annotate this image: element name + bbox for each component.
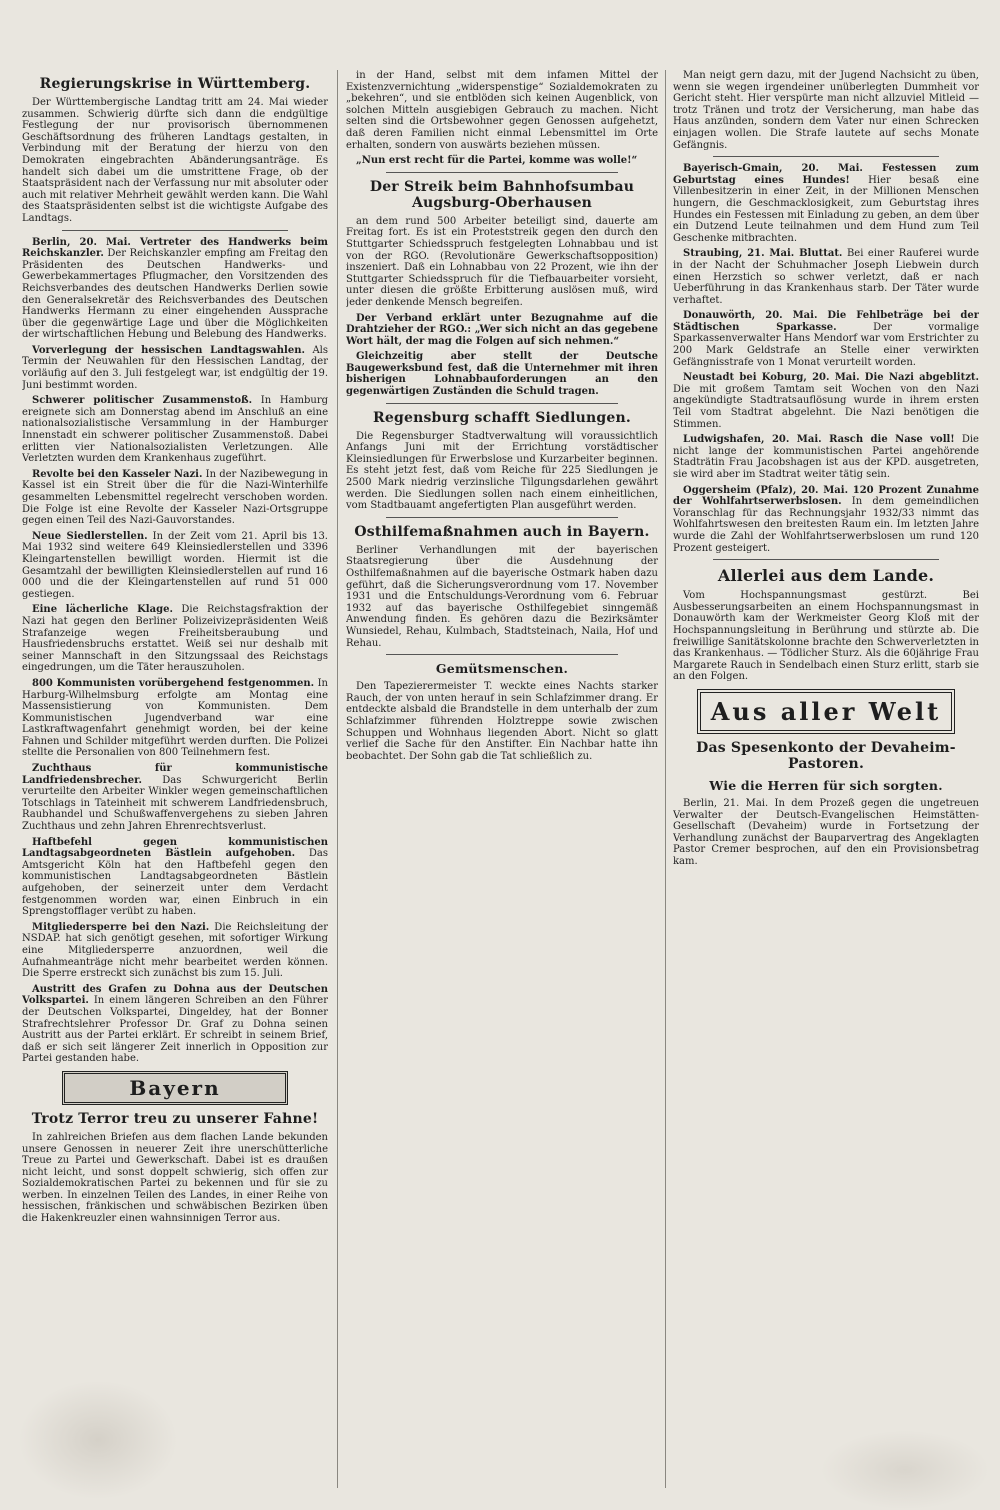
article-dohna: In einem längeren Schreiben an den Führer der Deutschen Volkspartei, Dingeldey, hat der Bonner Strafrechtslehrer Professor Dr. Graf zu Dohna seinen Austritt aus der Partei erklärt. Er schreibt in seinem Brief, daß er sich seit längerer Zeit innerlich in Opposition zur Partei gestanden habe.	[22, 995, 328, 1065]
quote-nun-erst-recht: „Nun erst recht für die Partei, komme was wolle!“	[356, 155, 638, 167]
headline-devaheim: Das Spesenkonto der Devaheim-Pastoren.	[696, 739, 956, 772]
article-intro-middle: in der Hand, selbst mit dem infamen Mittel der Existenzvernichtung „widerspenstige“ Sozialdemokraten zu „bekehren“, und sie entblöden sich keinen Augenblick, von solchen Mitteln ausgiebigen Gebrauch zu machen. Nicht selten sind die Ortsbewohner gegen Genossen aufgehetzt, daß deren Familien nicht einmal Lebensmittel im Orte erhalten, sondern von auswärts beziehen müssen.	[346, 70, 658, 151]
headline-gemuetsmenschen: Gemütsmenschen.	[435, 661, 569, 677]
article-siedlerstellen: In der Zeit vom 21. April bis 13. Mai 1932 sind weitere 649 Kleinsiedlerstellen und 3396 Kleingartenstellen bewilligt worden. Hiermit ist die Gesamtzahl der bewilligten Kleinsiedlerstellen auf rund 16 000 und die der Kleingartenstellen auf rund 51 000 gestiegen.	[22, 530, 328, 600]
column-rule	[665, 70, 666, 1488]
article-wuerttemberg: Der Württembergische Landtag tritt am 24. Mai wieder zusammen. Schwierig dürfte sich dann die endgültige Festlegung der nur provisorisch übernommenen Geschäftsordnung des früheren Landtags gestalten, in Verbindung mit der Beratung der hierzu von den Demokraten eingebrachten Abänderungsanträge. Es handelt sich dabei um die umstrittene Frage, ob der Staatspräsident nach der Verfassung nur mit absoluter oder auch mit relativer Mehrheit gewählt werden kann. Die Wahl des Staatspräsidenten selbst ist die wichtigste Aufgabe des Landtags.	[22, 97, 328, 224]
headline-allerlei: Allerlei aus dem Lande.	[717, 566, 935, 586]
headline-wuerttemberg: Regierungskrise in Württemberg.	[39, 76, 311, 92]
article-streik-bold: Der Verband erklärt unter Bezugnahme auf die Drahtzieher der RGO.: „Wer sich nicht an das gegebene Wort hält, der mag die Folgen auf sich nehmen.“	[346, 312, 658, 347]
article-regensburg: Die Regensburger Stadtverwaltung will voraussichtlich Anfangs Juni mit der Errichtung vorstädtischer Kleinsiedlungen für Erwerbslose und Kurzarbeiter beginnen. Es steht jetzt fest, daß vom Reiche für 225 Siedlungen je 2500 Mark niedrig verzinsliche Tilgungsdarlehen gewährt werden. Die Siedlungen sollen nach einem einheitlichen, vom Stadtbauamt angefertigten Plan ausgeführt werden.	[346, 430, 658, 512]
subheadline-devaheim: Wie die Herren für sich sorgten.	[709, 777, 943, 793]
article-handwerk: Der Reichskanzler empfing am Freitag den Präsidenten des Deutschen Handwerks- und Gewerbekammertages Pflugmacher, den Vorsitzenden des Reichsverbandes des deutschen Handwerks Derlien sowie den Generalsekretär des Reichsverbandes des Deutschen Handwerks Hermann zu einer eingehenden Aussprache über die gegenwärtige Lage und über die Möglichkeiten der wirtschaftlichen Hebung und Belebung des Handwerks.	[22, 248, 328, 341]
article-mitgliedersperre: Die Reichsleitung der NSDAP. hat sich genötigt gesehen, mit sofortiger Wirkung eine Mitgliedersperre anzuordnen, weil die Aufnahmeanträge nicht mehr bearbeitet werden können. Die Sperre erstreckt sich zunächst bis zum 15. Juli.	[22, 921, 328, 980]
article-haftbefehl: Das Amtsgericht Köln hat den Haftbefehl gegen den kommunistischen Landtagsabgeordneten Bästlein aufgehoben, der seinerzeit unter dem Verdacht festgenommen worden war, einen Einbruch in ein Sprengstofflager verübt zu haben.	[22, 848, 328, 918]
column-left	[22, 70, 328, 1488]
lead-haftbefehl: Haftbefehl gegen kommunistischen Landtagsabgeordneten Bästlein aufgehoben.	[22, 836, 328, 860]
article-zuchthaus: Das Schwurgericht Berlin verurteilte den Arbeiter Winkler wegen gemeinschaftlichen Totschlags in Tateinheit mit schwerem Landfriedensbruch, Raubhandel und Schußwaffenvergehens zu sieben Jahren Zuchthaus und zehn Jahren Ehrenrechtsverlust.	[22, 774, 328, 833]
divider	[713, 559, 939, 560]
headline-regensburg: Regensburg schafft Siedlungen.	[373, 409, 631, 426]
divider	[386, 517, 618, 518]
article-gemuetsmenschen: Den Tapezierermeister T. weckte eines Nachts starker Rauch, der von unten herauf in sein Schlafzimmer drang. Er entdeckte alsbald die Brandstelle in dem unterhalb der zum Schlafzimmer führenden Holztreppe sowie zwischen Schuppen und Wohnhaus liegenden Abort. Nicht so glatt verlief die Sache für den Anstifter. Ein Nachbar hatte ihn beobachtet. Der Sohn gab die Tat schließlich zu.	[346, 681, 658, 762]
lead-hamburg: Schwerer politischer Zusammenstoß.	[32, 395, 253, 407]
divider	[62, 230, 288, 231]
divider	[386, 654, 618, 655]
article-hessen: Als Termin der Neuwahlen für den Hessischen Landtag, der vorläufig auf den 3. Juli festgelegt war, ist endgültig der 19. Juni bestimmt worden.	[22, 344, 328, 391]
column-rule	[337, 70, 338, 1488]
divider	[386, 172, 618, 173]
lead-hessen: Vorverlegung der hessischen Landtagswahlen.	[32, 344, 305, 356]
lead-gmain: Bayerisch-Gmain, 20. Mai. Festessen zum Geburtstag eines Hundes!	[673, 163, 979, 186]
article-neustadt: Die mit großem Tamtam seit Wochen von den Nazi angekündigte Stadtratsauflösung wurde in ihrem ersten Teil vom Stadtrat abgelehnt. Die Nazi benötigen die Stimmen.	[673, 383, 979, 430]
lead-donauwoerth: Donauwörth, 20. Mai. Die Fehlbeträge bei der Städtischen Sparkasse.	[673, 310, 979, 333]
article-harburg: In Harburg-Wilhelmsburg erfolgte am Montag eine Massensistierung von Kommunisten. Dem Kommunistischen Jugendverband war eine Lastkraftwagenfahrt genehmigt worden, bei der keine Fahnen und Schilder mitgeführt werden durften. Die Polizei stellte die Personalien von 800 Teilnehmern fest.	[22, 677, 328, 759]
article-hamburg: In Hamburg ereignete sich am Donnerstag abend im Anschluß an eine nationalsozialistische Versammlung in der Hamburger Innenstadt ein schwerer politischer Zusammenstoß. Dabei erlitten vier Nationalsozialisten Verletzungen. Alle Verletzten wurden dem Krankenhaus zugeführt.	[22, 395, 328, 465]
column-right	[673, 70, 979, 1488]
article-klage: Die Reichstagsfraktion der Nazi hat gegen den Berliner Polizeivizepräsidenten Weiß Strafanzeige wegen Freiheitsberaubung und Hausfriedensbruchs erstattet. Weiß sei nur deshalb mit seiner Mannschaft in den Sitzungssaal des Reichstags eingedrungen, um die Täter herauszuholen.	[22, 604, 328, 674]
article-allerlei: Vom Hochspannungsmast gestürzt. Bei Ausbesserungsarbeiten an einem Hochspannungsmast in Donauwörth kam der Werkmeister Georg Kloß mit der Hochspannungsleitung in Berührung und stürzte ab. Die freiwillige Sanitätskolonne brachte den Schwerverletzten in das Krankenhaus. — Tödlicher Sturz. Als die 60jährige Frau Margarete Rauch in Sendelbach einen Sturz erlitt, starb sie an den Folgen.	[673, 590, 979, 683]
lead-klage: Eine lächerliche Klage.	[32, 604, 173, 616]
article-gmain: Hier besaß eine Villenbesitzerin in einer Zeit, in der Millionen Menschen hungern, die Geschmacklosigkeit, zum Geburtstag ihres Hundes ein Festessen mit Einladung zu geben, an dem über ein Dutzend Leute teilnahmen und dem Hund zum Teil Geschenke mitbrachten.	[673, 174, 979, 244]
lead-siedlerstellen: Neue Siedlerstellen.	[32, 530, 148, 542]
divider	[386, 403, 618, 404]
headline-trotz-terror: Trotz Terror treu zu unserer Fahne!	[31, 1110, 319, 1127]
article-streik-conclusion: Gleichzeitig aber stellt der Deutsche Baugewerksbund fest, daß die Unternehmer mit ihren bisherigen Lohnabbauforderungen an den gegenwärtigen Zuständen die Schuld tragen.	[346, 351, 658, 398]
article-straubing: Bei einer Rauferei wurde in der Nacht der Schuhmacher Joseph Liebwein durch einen Herzstich so schwer verletzt, daß er nach Ueberführung in das Krankenhaus starb. Der Täter wurde verhaftet.	[673, 248, 979, 306]
divider	[713, 156, 939, 157]
lead-neustadt: Neustadt bei Koburg, 20. Mai. Die Nazi abgeblitzt.	[683, 372, 979, 384]
lead-handwerk: Berlin, 20. Mai. Vertreter des Handwerks beim Reichskanzler.	[22, 236, 328, 260]
section-header-bayern: Bayern	[62, 1071, 288, 1105]
lead-oggersheim: Oggersheim (Pfalz), 20. Mai. 120 Prozent Zunahme der Wohlfahrtserwerbslosen.	[673, 484, 979, 508]
section-header-aus-aller-welt: Aus aller Welt	[697, 689, 955, 734]
article-devaheim: Berlin, 21. Mai. In dem Prozeß gegen die ungetreuen Verwalter der Deutsch-Evangelischen Heimstätten-Gesellschaft (Devaheim) wurde in Fortsetzung der Verhandlung zunächst der Bauparvertrag des Angeklagten Pastor Cremer besprochen, auf den ein Provisionsbetrag kam.	[673, 797, 979, 867]
article-ludwigshafen: Die nicht lange der kommunistischen Partei angehörende Stadträtin Frau Jacobshagen ist aus der KPD. ausgetreten, sie wird aber im Stadtrat weiter tätig sein.	[673, 434, 979, 480]
lead-kassel: Revolte bei den Kasseler Nazi.	[32, 468, 203, 480]
lead-dohna: Austritt des Grafen zu Dohna aus der Deutschen Volkspartei.	[22, 983, 328, 1007]
headline-streik: Der Streik beim Bahnhofsumbau Augsburg-Oberhausen	[369, 178, 635, 211]
lead-mitgliedersperre: Mitgliedersperre bei den Nazi.	[32, 921, 210, 933]
lead-straubing: Straubing, 21. Mai. Bluttat.	[683, 248, 843, 260]
article-trotz-terror: In zahlreichen Briefen aus dem flachen Lande bekunden unsere Genossen in neuerer Zeit ihre unerschütterliche Treue zu Partei und Gewerkschaft. Dabei ist es draußen nicht leicht, und sonst doppelt schwierig, sich offen zur Sozialdemokratischen Partei zu bekennen und für sie zu werben. In einzelnen Teilen des Landes, in einer Reihe von hessischen, fränkischen und schwäbischen Bezirken üben die Hakenkreuzler einen wahnsinnigen Terror aus.	[22, 1131, 328, 1225]
lead-zuchthaus: Zuchthaus für kommunistische Landfriedensbrecher.	[22, 763, 328, 786]
article-intro-right: Man neigt gern dazu, mit der Jugend Nachsicht zu üben, wenn sie wegen irgendeiner unüberlegten Dummheit vor Gericht steht. Hier verspürte man nicht allzuviel Mitleid — trotz Tränen und trotz der Versicherung, man habe das Haus anzünden, sondern dem Vater nur einen Schrecken einjagen wollen. Die Strafe lautete auf sechs Monate Gefängnis.	[673, 70, 979, 151]
headline-osthilfe: Osthilfemaßnahmen auch in Bayern.	[354, 523, 650, 540]
article-donauwoerth: Der vormalige Sparkassenverwalter Hans Mendorf war vom Erstrichter zu 200 Mark Geldstrafe an Stelle einer verwirkten Gefängnisstrafe von 1 Monat verurteilt worden.	[673, 321, 979, 368]
lead-harburg: 800 Kommunisten vorübergehend festgenommen.	[32, 677, 315, 689]
article-kassel: In der Nazibewegung in Kassel ist ein Streit über die für die Nazi-Winterhilfe gesammelten Lebensmittel regelrecht verschoben worden. Die Folge ist eine Revolte der Kasseler Nazi-Ortsgruppe gegen einen Teil des Nazi-Gauvorstandes.	[22, 468, 328, 527]
lead-ludwigshafen: Ludwigshafen, 20. Mai. Rasch die Nase voll!	[683, 434, 955, 446]
article-oggersheim: In dem gemeindlichen Voranschlag für das Rechnungsjahr 1932/33 nimmt das Wohlfahrtswesen den breitesten Raum ein. Im letzten Jahre wurde die Zahl der Wohlfahrtserwerbslosen um rund 120 Prozent gesteigert.	[673, 496, 979, 554]
article-streik: an dem rund 500 Arbeiter beteiligt sind, dauerte am Freitag fort. Es ist ein Proteststreik gegen den durch den Stuttgarter Schiedsspruch festgelegten Lohnabbau und ist von der RGO. (Revolutionäre Gewerkschaftsopposition) inszeniert. Daß ein Lohnabbau von 22 Prozent, wie ihn der Stuttgarter Schiedsspruch für die Tiefbauarbeiter vorsieht, unter diesen die größte Erbitterung auslösen muß, wird jeder denkende Mensch begreifen.	[346, 215, 658, 308]
column-middle	[346, 70, 658, 1488]
article-osthilfe: Berliner Verhandlungen mit der bayerischen Staatsregierung über die Ausdehnung der Osthilfemaßnahmen auf die bayerische Ostmark haben dazu geführt, daß die Sicherungsverordnung vom 17. November 1931 und die Entschuldungs-Verordnung vom 6. Februar 1932 auf das bayerische Osthilfegebiet sinngemäß Anwendung finden. Es gehören dazu die Bezirksämter Wunsiedel, Rehau, Kulmbach, Stadtsteinach, Naila, Hof und Rehau.	[346, 544, 658, 649]
